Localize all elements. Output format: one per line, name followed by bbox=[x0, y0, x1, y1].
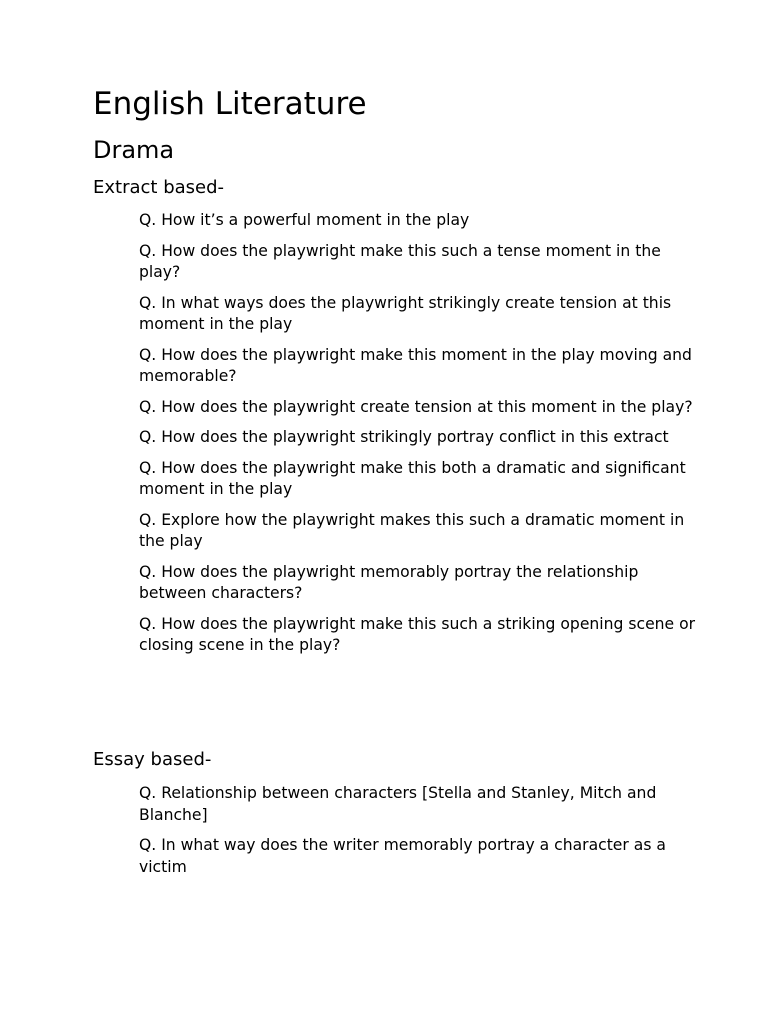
question-item: Q. How does the playwright make this such a tense moment in the play? bbox=[139, 241, 661, 281]
question-item: Q. How does the playwright strikingly portray conflict in this extract bbox=[139, 428, 669, 446]
section-heading-essay: Essay based- bbox=[93, 749, 212, 770]
question-item: Q. In what ways does the playwright strikingly create tension at this moment in the play bbox=[139, 293, 672, 333]
section-heading-extract: Extract based- bbox=[93, 177, 225, 198]
question-item: Q. Relationship between characters [Stella and Stanley, Mitch and Blanche] bbox=[139, 784, 657, 824]
question-item: Q. How does the playwright create tension at this moment in the play? bbox=[139, 397, 693, 416]
document-title: English Literature bbox=[93, 86, 367, 122]
question-item: Q. How does the playwright memorably portray the relationship between characters? bbox=[139, 562, 639, 602]
question-list-essay bbox=[139, 783, 699, 887]
question-item: Q. Explore how the playwright makes this such a dramatic moment in the play bbox=[139, 510, 685, 550]
question-item: Q. How it’s a powerful moment in the play bbox=[139, 211, 470, 229]
question-item: Q. How does the playwright make this such a striking opening scene or closing scene in the play? bbox=[139, 614, 696, 654]
question-item: Q. In what way does the writer memorably portray a character as a victim bbox=[139, 836, 666, 876]
document-subtitle: Drama bbox=[93, 136, 175, 164]
question-item: Q. How does the playwright make this moment in the play moving and memorable? bbox=[139, 345, 692, 385]
question-item: Q. How does the playwright make this both a dramatic and significant moment in the play bbox=[139, 458, 686, 498]
question-list-extract bbox=[139, 210, 699, 666]
